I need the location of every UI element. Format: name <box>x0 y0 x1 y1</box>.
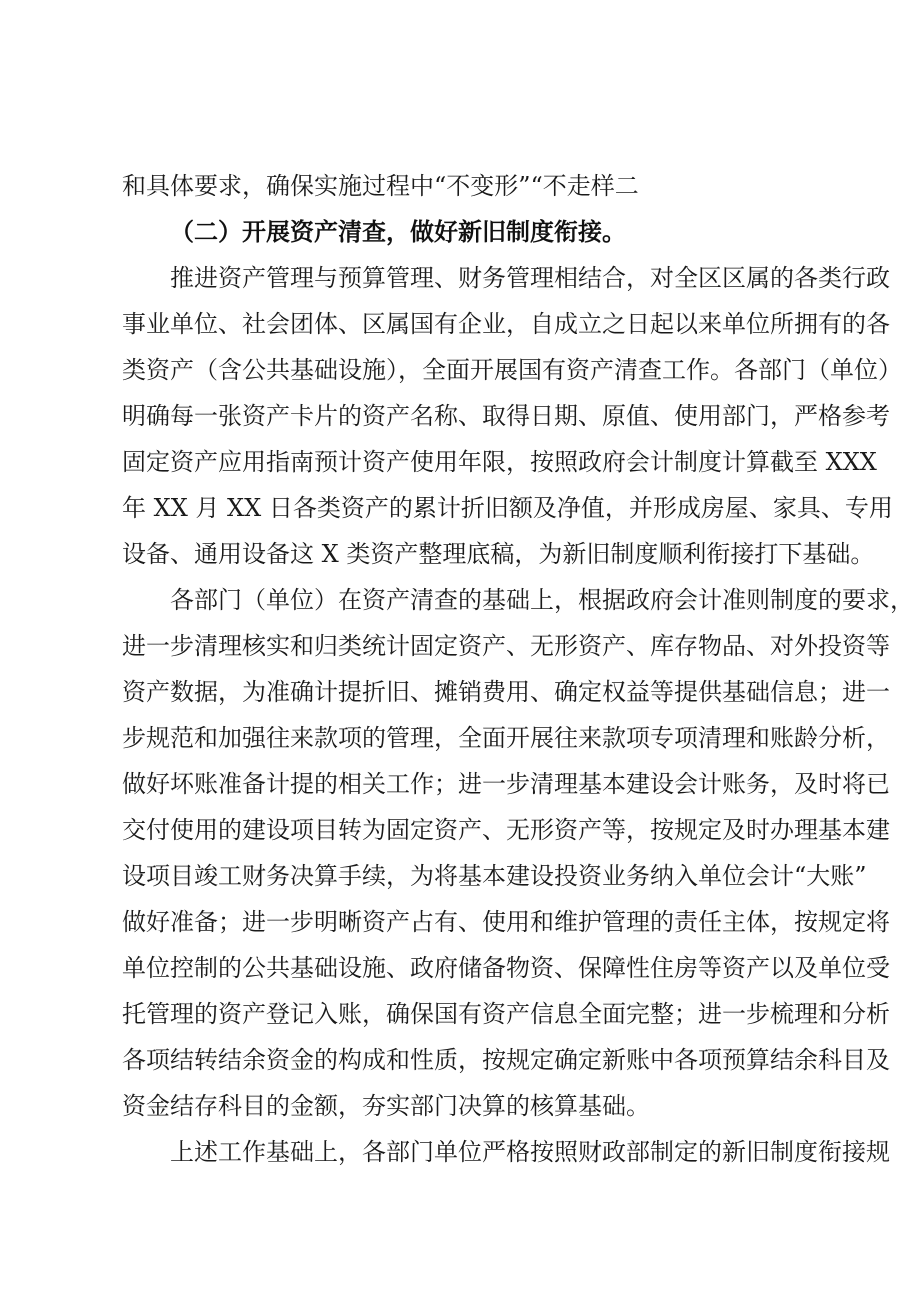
paragraph-1-line: 类资产（含公共基础设施），全面开展国有资产清查工作。各部门（单位） <box>122 356 902 384</box>
paragraph-1-line: 年 XX 月 XX 日各类资产的累计折旧额及净值，并形成房屋、家具、专用 <box>122 494 893 522</box>
paragraph-2-line: 资金结存科目的金额，夯实部门决算的核算基础。 <box>122 1092 650 1120</box>
paragraph-2-line: 各部门（单位）在资产清查的基础上，根据政府会计准则制度的要求， <box>170 586 914 614</box>
paragraph-1-line: 固定资产应用指南预计资产使用年限，按照政府会计制度计算截至 XXX <box>122 448 877 476</box>
intro-line: 和具体要求，确保实施过程中“不变形”“不走样二 <box>122 172 639 200</box>
paragraph-2-line: 资产数据，为准确计提折旧、摊销费用、确定权益等提供基础信息；进一 <box>122 678 890 706</box>
paragraph-1-line: 设备、通用设备这 X 类资产整理底稿，为新旧制度顺利衔接打下基础。 <box>122 540 875 568</box>
paragraph-1-line: 事业单位、社会团体、区属国有企业，自成立之日起以来单位所拥有的各 <box>122 310 890 338</box>
section-heading: （二）开展资产清查，做好新旧制度衔接。 <box>170 218 626 246</box>
paragraph-3-line: 上述工作基础上，各部门单位严格按照财政部制定的新旧制度衔接规 <box>170 1138 890 1166</box>
paragraph-1-line: 推进资产管理与预算管理、财务管理相结合，对全区区属的各类行政 <box>170 264 890 292</box>
paragraph-2-line: 交付使用的建设项目转为固定资产、无形资产等，按规定及时办理基本建 <box>122 816 890 844</box>
paragraph-2-line: 进一步清理核实和归类统计固定资产、无形资产、库存物品、对外投资等 <box>122 632 890 660</box>
paragraph-2-line: 单位控制的公共基础设施、政府储备物资、保障性住房等资产以及单位受 <box>122 954 890 982</box>
paragraph-2-line: 各项结转结余资金的构成和性质，按规定确定新账中各项预算结余科目及 <box>122 1046 890 1074</box>
paragraph-2-line: 做好坏账准备计提的相关工作；进一步清理基本建设会计账务，及时将已 <box>122 770 890 798</box>
paragraph-2-line: 步规范和加强往来款项的管理，全面开展往来款项专项清理和账龄分析， <box>122 724 890 752</box>
paragraph-2-line: 设项目竣工财务决算手续，为将基本建设投资业务纳入单位会计“大账” <box>122 862 867 890</box>
paragraph-2-line: 做好准备；进一步明晰资产占有、使用和维护管理的责任主体，按规定将 <box>122 908 890 936</box>
paragraph-1-line: 明确每一张资产卡片的资产名称、取得日期、原值、使用部门，严格参考 <box>122 402 890 430</box>
paragraph-2-line: 托管理的资产登记入账，确保国有资产信息全面完整；进一步梳理和分析 <box>122 1000 890 1028</box>
